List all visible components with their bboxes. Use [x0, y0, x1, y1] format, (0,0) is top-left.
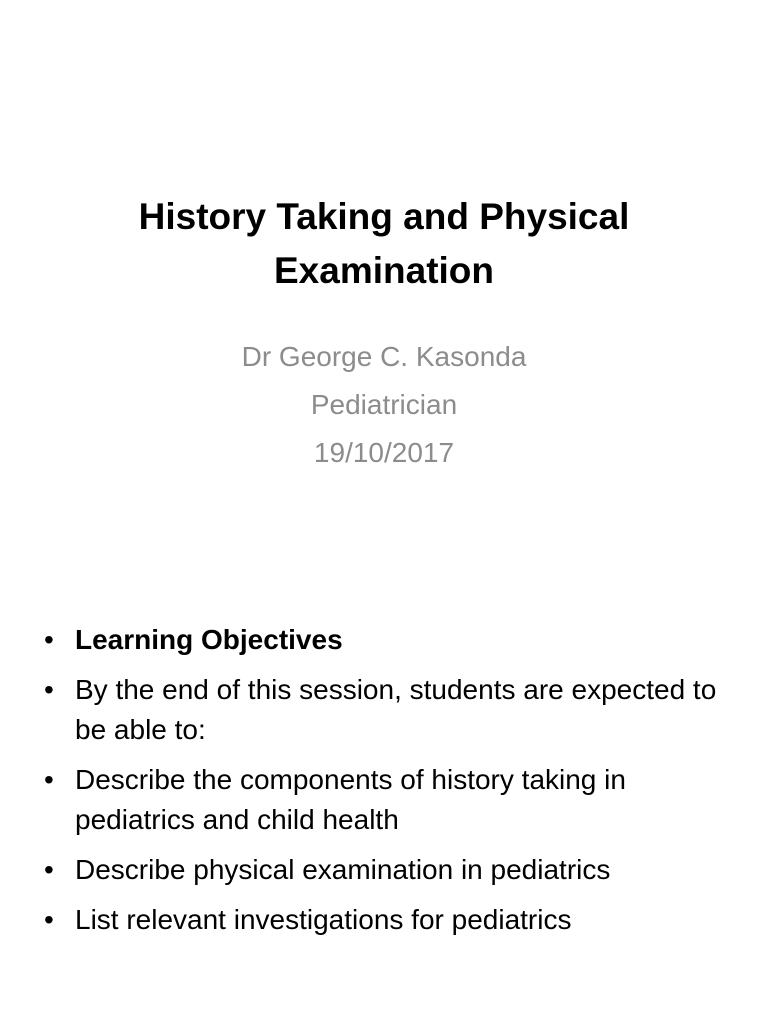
bullet-icon: • [44, 764, 54, 795]
objectives-heading: Learning Objectives [75, 624, 343, 655]
author-name: Dr George C. Kasonda [241, 341, 527, 372]
list-item [44, 850, 734, 890]
objective-text: List relevant investigations for pediatrics [75, 904, 572, 935]
objectives-intro: By the end of this session, students are expected to be able to: [75, 674, 717, 745]
slide-title: History Taking and Physical Examination [138, 196, 630, 291]
bullet-icon: • [44, 624, 54, 655]
bullet-icon: • [44, 904, 54, 935]
list-item [44, 760, 734, 840]
objectives-slide [0, 560, 768, 1024]
list-item [44, 900, 734, 940]
objective-text: Describe physical examination in pediatrics [75, 854, 611, 885]
presentation-date: 19/10/2017 [313, 437, 455, 468]
objectives-list [44, 620, 734, 950]
objective-text: Describe the components of history taking in pediatrics and child health [75, 764, 626, 835]
bullet-icon: • [44, 854, 54, 885]
author-role: Pediatrician [310, 389, 458, 420]
slide-subtitle [60, 333, 708, 477]
list-item [44, 670, 734, 750]
list-item [44, 620, 734, 660]
bullet-icon: • [44, 674, 54, 705]
